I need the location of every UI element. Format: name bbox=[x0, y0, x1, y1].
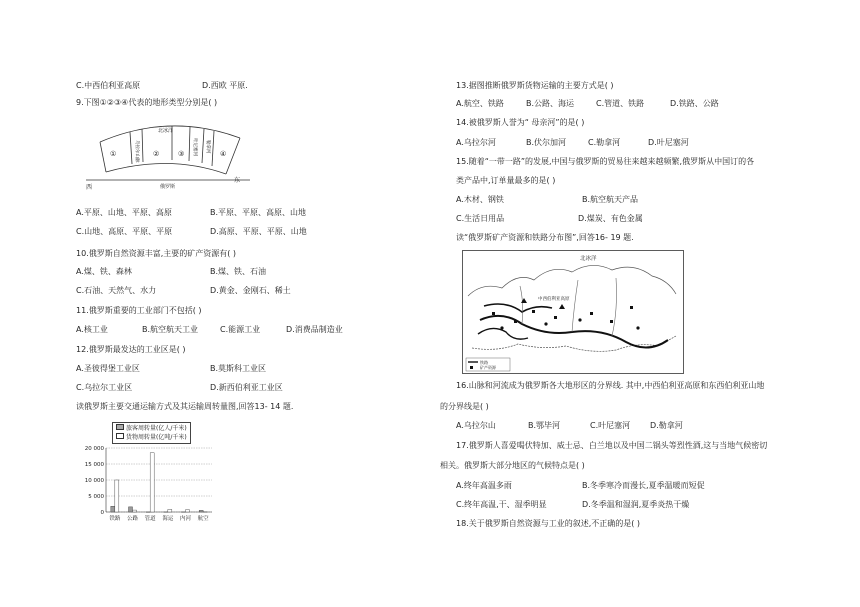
q18-stem: 18.关于俄罗斯自然资源与工业的叙述,不正确的是( ) bbox=[456, 519, 641, 528]
terrain-belt-figure bbox=[80, 116, 260, 190]
q9-option-b: B.平原、平原、高原、山地 bbox=[210, 208, 307, 217]
q14-stem: 14.被俄罗斯人誉为“ 母亲河”的是( ) bbox=[456, 118, 585, 127]
bar-passenger bbox=[111, 506, 115, 512]
y-tick-label: 0 bbox=[100, 510, 104, 516]
q14-option-b: B.伏尔加河 bbox=[526, 138, 567, 147]
x-tick-label: 航空 bbox=[197, 516, 209, 522]
x-tick-label: 海运 bbox=[162, 516, 174, 522]
transport-chart bbox=[76, 442, 218, 528]
map-legend-minerals: 矿产资源 bbox=[480, 365, 496, 370]
yenisei-label: 叶尼塞河 bbox=[192, 138, 197, 156]
q16-option-b: B.鄂毕河 bbox=[528, 421, 561, 430]
legend-label-passenger: 旅客周转量(亿人/千米) bbox=[126, 425, 187, 432]
bar-freight bbox=[150, 453, 154, 512]
q12-option-b: B.莫斯科工业区 bbox=[210, 364, 267, 373]
q10-option-b: B.煤、铁、石油 bbox=[210, 267, 267, 276]
q15-option-b: B.航空航天产品 bbox=[582, 195, 639, 204]
west-label: 西 bbox=[86, 184, 93, 190]
belt-bottom-edge bbox=[106, 163, 226, 174]
q13-option-d: D.铁路、公路 bbox=[670, 99, 719, 108]
q15-stem-line1: 15.随着“一带一路”的发展,中国与俄罗斯的贸易往来越来越频繁,俄罗斯从中国订的各 bbox=[456, 157, 755, 166]
bar-freight bbox=[168, 509, 172, 512]
q10-stem: 10.俄罗斯自然资源丰富,主要的矿产资源有( ) bbox=[76, 249, 237, 258]
q11-option-a: A.核工业 bbox=[76, 325, 108, 334]
y-tick-label: 15 000 bbox=[84, 462, 104, 468]
q11-option-d: D.消费品制造业 bbox=[286, 325, 343, 334]
intro-16-19: 读“俄罗斯矿产资源和铁路分布图”,回答16- 19 题. bbox=[456, 233, 634, 242]
q15-stem-line2: 类产品中,订单量最多的是( ) bbox=[456, 176, 556, 185]
q17-stem-line2: 相关。俄罗斯大部分地区的气候特点是( ) bbox=[440, 461, 585, 470]
y-tick-label: 10 000 bbox=[84, 478, 104, 484]
q16-stem-line1: 16.山脉和河流成为俄罗斯各大地形区的分界线. 其中,中西伯利亚高原和东西伯利亚山地 bbox=[456, 381, 765, 390]
chart-legend bbox=[112, 422, 191, 444]
x-tick-label: 铁路 bbox=[109, 516, 121, 522]
lena-label: 勒拿河 bbox=[205, 140, 210, 154]
q9-option-a: A.平原、山地、平原、高原 bbox=[76, 208, 172, 217]
region-4-label: ④ bbox=[220, 150, 227, 158]
q11-option-c: C.能源工业 bbox=[220, 325, 261, 334]
q13-option-c: C.管道、铁路 bbox=[596, 99, 645, 108]
sea-label: 北冰洋 bbox=[158, 128, 174, 134]
legend-swatch-freight bbox=[116, 433, 124, 439]
q16-option-d: D.勒拿河 bbox=[650, 421, 683, 430]
country-label: 俄罗斯 bbox=[160, 184, 176, 190]
q14-option-c: C.勒拿河 bbox=[588, 138, 621, 147]
q16-option-c: C.叶尼塞河 bbox=[590, 421, 631, 430]
y-tick-label: 5 000 bbox=[88, 494, 104, 500]
q16-stem-line2: 的分界线是( ) bbox=[440, 402, 489, 411]
q8-option-d: D.西欧 平原. bbox=[202, 81, 248, 90]
q14-option-d: D.叶尼塞河 bbox=[648, 138, 689, 147]
q15-option-a: A.木材、钢铁 bbox=[456, 195, 504, 204]
q14-option-a: A.乌拉尔河 bbox=[456, 138, 496, 147]
q12-option-a: A.圣彼得堡工业区 bbox=[76, 364, 140, 373]
q12-option-d: D.新西伯利亚工业区 bbox=[210, 383, 283, 392]
bar-freight bbox=[186, 510, 190, 512]
east-label: 东 bbox=[234, 177, 241, 184]
map-legend-rail: 铁路 bbox=[480, 360, 488, 365]
y-tick-label: 20 000 bbox=[84, 446, 104, 452]
region-2-label: ② bbox=[153, 150, 160, 158]
q17-stem-line1: 17.俄罗斯人喜爱喝伏特加、威士忌、白兰地以及中国二锅头等烈性酒,这与当地气候密切 bbox=[456, 441, 768, 450]
q15-option-c: C.生活日用品 bbox=[456, 214, 505, 223]
q11-stem: 11.俄罗斯重要的工业部门不包括( ) bbox=[76, 306, 202, 315]
q8-option-c: C.中西伯利亚高原 bbox=[76, 81, 141, 90]
region-3-label: ③ bbox=[178, 150, 185, 158]
q9-option-d: D.高原、平原、平原、山地 bbox=[210, 227, 307, 236]
q9-stem: 9.下图①②③④代表的地形类型分别是( ) bbox=[76, 98, 218, 107]
q17-option-c: C.终年高温,干、湿季明显 bbox=[456, 500, 547, 509]
q15-option-d: D.煤炭、有色金属 bbox=[578, 214, 643, 223]
x-tick-label: 管道 bbox=[144, 516, 156, 522]
intro-13-14: 读俄罗斯主要交通运输方式及其运输周转量图,回答13- 14 题. bbox=[76, 402, 294, 411]
q17-option-b: B.冬季寒冷而漫长,夏季温暖而短促 bbox=[582, 481, 705, 490]
x-tick-label: 内河 bbox=[179, 516, 192, 522]
map-legend bbox=[466, 358, 510, 371]
map-region-label: 中西伯利亚高原 bbox=[538, 297, 570, 302]
q10-option-c: C.石油、天然气、水力 bbox=[76, 286, 157, 295]
q12-stem: 12.俄罗斯最发达的工业区是( ) bbox=[76, 345, 186, 354]
russia-map bbox=[462, 250, 684, 374]
x-tick-label: 公路 bbox=[126, 516, 139, 522]
q10-option-d: D.黄金、金刚石、稀土 bbox=[210, 286, 291, 295]
legend-swatch-passenger bbox=[116, 424, 124, 430]
region-1-label: ① bbox=[110, 150, 117, 158]
q11-option-b: B.航空航天工业 bbox=[142, 325, 199, 334]
bar-passenger bbox=[199, 510, 203, 512]
legend-label-freight: 货物周转量(亿吨/千米) bbox=[126, 434, 187, 441]
ural-label: 乌拉尔山脉 bbox=[134, 140, 139, 163]
q13-option-b: B.公路、海运 bbox=[526, 99, 575, 108]
q10-option-a: A.煤、铁、森林 bbox=[76, 267, 132, 276]
bar-passenger bbox=[129, 507, 133, 512]
q12-option-c: C.乌拉尔工业区 bbox=[76, 383, 133, 392]
bar-freight bbox=[133, 510, 137, 512]
q9-option-c: C.山地、高原、平原、平原 bbox=[76, 227, 173, 236]
q13-option-a: A.航空、铁路 bbox=[456, 99, 504, 108]
q13-stem: 13.据图推断俄罗斯货物运输的主要方式是( ) bbox=[456, 81, 614, 90]
q17-option-d: D.冬季温和湿润,夏季炎热干燥 bbox=[582, 500, 690, 509]
map-frame bbox=[463, 251, 684, 374]
map-sea-label: 北冰洋 bbox=[580, 256, 597, 262]
bar-freight bbox=[115, 480, 119, 512]
q17-option-a: A.终年高温多雨 bbox=[456, 481, 512, 490]
q16-option-a: A.乌拉尔山 bbox=[456, 421, 496, 430]
